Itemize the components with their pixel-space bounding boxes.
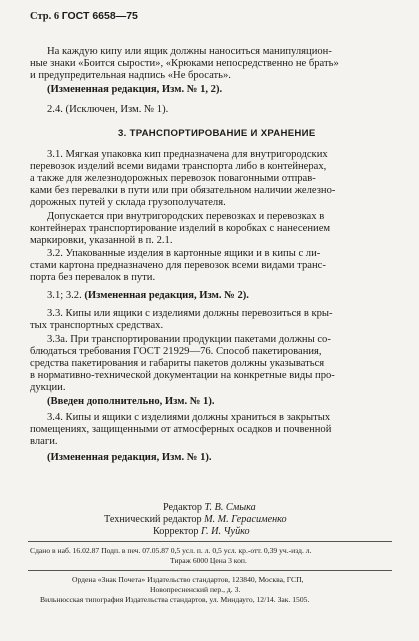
text-line: 3.3а. При транспортировании продукции пакетами должны со- — [47, 334, 331, 345]
text-line: влаги. — [30, 436, 58, 447]
amendment-note: (Введен дополнительно, Изм. № 1). — [47, 396, 215, 407]
text-line: 3.3. Кипы или ящики с изделиями должны перевозиться в кры- — [47, 308, 333, 319]
editor-name: Т. В. Смыка — [204, 502, 256, 513]
tech-editor-credit — [104, 514, 287, 525]
text-line: блюдаться требования ГОСТ 21929—76. Способ пакетирования, — [30, 346, 322, 357]
text-line: а также для железнодорожных перевозок повагонными отправ- — [30, 173, 316, 184]
divider — [28, 570, 392, 571]
imprint-line: Сдано в наб. 16.02.87 Подп. в печ. 07.05.87 0,5 усл. п. л. 0,5 усл. кр.-отт. 0,39 уч.-изд. л. — [30, 546, 312, 555]
tech-editor-name: М. М. Герасименко — [204, 514, 287, 525]
page-header — [30, 10, 138, 22]
text-line: перевозок изделий всеми видами транспорта либо в контейнерах, — [30, 161, 327, 172]
proofreader-role: Корректор — [153, 526, 201, 537]
clause-2-4: 2.4. (Исключен, Изм. № 1). — [47, 104, 169, 115]
text-line: тых транспортных средствах. — [30, 320, 164, 331]
section-heading: 3. ТРАНСПОРТИРОВАНИЕ И ХРАНЕНИЕ — [118, 128, 316, 139]
publisher-address: Новопресненский пер., д. 3. — [150, 585, 241, 594]
editor-credit — [163, 502, 256, 513]
divider — [28, 541, 392, 542]
editor-role: Редактор — [163, 502, 205, 513]
imprint-line: Тираж 6000 Цена 3 коп. — [170, 556, 247, 565]
text-line: дорожных путей у склада грузополучателя. — [30, 197, 226, 208]
amendment-note: (Измененная редакция, Изм. № 1). — [47, 452, 212, 463]
page-number-label: Стр. 6 — [30, 11, 62, 22]
proofreader-credit — [153, 526, 250, 537]
tech-editor-role: Технический редактор — [104, 514, 205, 525]
text-line: дукции. — [30, 382, 66, 393]
text-line: средства пакетирования и габариты пакетов должны указываться — [30, 358, 325, 369]
text-line: маркировки, указанной в п. 2.1. — [30, 235, 173, 246]
text-line: 3.2. Упакованные изделия в картонные ящики и в кипы с ли- — [47, 248, 321, 259]
text-line: в нормативно-технической документации на конкретные виды про- — [30, 370, 335, 381]
text-line: помещениях, защищенными от атмосферных осадков и почвенной — [30, 424, 332, 435]
publisher-line: Ордена «Знак Почета» Издательство стандартов, 123840, Москва, ГСП, — [72, 575, 304, 584]
text-line: и предупредительная надпись «Не бросать». — [30, 70, 231, 81]
text-line: стами картона предназначено для перевозок всеми видами транс- — [30, 260, 326, 271]
printer-line: Вильнюсская типография Издательства стандартов, ул. Миндауго, 12/14. Зак. 1505. — [40, 595, 310, 604]
text-line: контейнерах транспортирование изделий в коробках с нанесением — [30, 223, 331, 234]
text-line: ками без перевалки в пути или при обязательном наличии железно- — [30, 185, 336, 196]
text-line: ные знаки «Боится сырости», «Крюками непосредственно не брать» — [30, 58, 339, 69]
amendment-note: (Измененная редакция, Изм. № 2). — [84, 290, 249, 301]
text-line: Допускается при внутригородских перевозках и перевозках в — [47, 211, 325, 222]
text-line: На каждую кипу или ящик должны наноситься манипуляцион- — [47, 46, 332, 57]
text-line: 3.1. Мягкая упаковка кип предназначена для внутригородских — [47, 149, 328, 160]
amendment-line — [47, 290, 249, 302]
amendment-note: (Измененная редакция, Изм. № 1, 2). — [47, 84, 223, 95]
text-line: 3.4. Кипы и ящики с изделиями должны храниться в закрытых — [47, 412, 331, 423]
text-line: порта без перевалок в пути. — [30, 272, 156, 283]
clause-ref: 3.1; 3.2. — [47, 290, 85, 301]
proofreader-name: Г. И. Чуйко — [200, 526, 250, 537]
standard-number: ГОСТ 6658—75 — [61, 10, 138, 22]
